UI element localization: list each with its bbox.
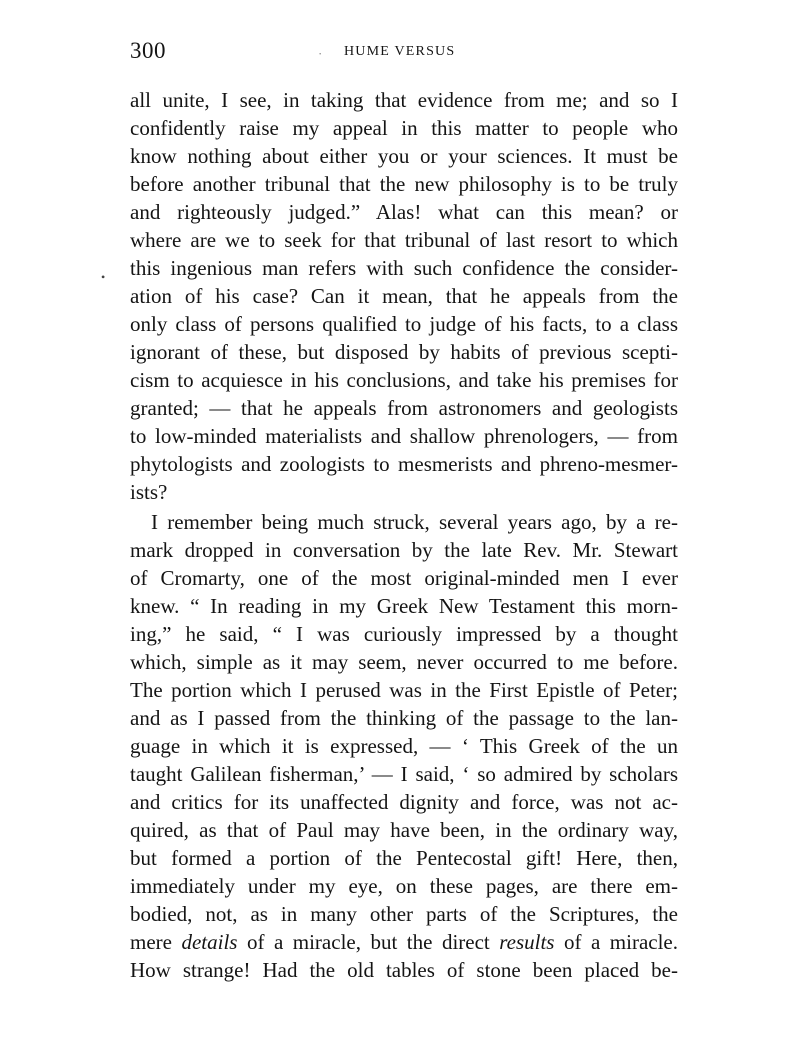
- text-line: quired, as that of Paul may have been, in the ordinary way,: [130, 818, 678, 842]
- text-line: ing,” he said, “ I was curiously impressed by a thought: [130, 622, 678, 646]
- text-line-paragraph-end: ists?: [130, 480, 168, 504]
- text-line: to low-minded materialists and shallow phrenologers, — from: [130, 424, 678, 448]
- margin-mark: •: [101, 270, 106, 284]
- text-line-with-italics: [130, 928, 678, 956]
- header-dot-mark: ·: [318, 46, 323, 61]
- text-line: knew. “ In reading in my Greek New Testament this morn-: [130, 594, 678, 618]
- text-line: which, simple as it may seem, never occurred to me before.: [130, 650, 678, 674]
- text-segment: of a miracle, but the direct: [237, 930, 500, 954]
- running-title: HUME VERSUS: [344, 44, 456, 59]
- text-line: cism to acquiesce in his conclusions, and take his premises for: [130, 368, 678, 392]
- italic-word-results: results: [499, 930, 555, 954]
- text-line: phytologists and zoologists to mesmerists and phreno-mesmer-: [130, 452, 678, 476]
- text-line: before another tribunal that the new philosophy is to be truly: [130, 172, 678, 196]
- text-line: only class of persons qualified to judge of his facts, to a class: [130, 312, 678, 336]
- text-line: The portion which I perused was in the First Epistle of Peter;: [130, 678, 678, 702]
- text-line-paragraph-start: I remember being much struck, several years ago, by a re-: [151, 510, 678, 534]
- text-line: all unite, I see, in taking that evidence from me; and so I: [130, 88, 678, 112]
- text-line: guage in which it is expressed, — ‘ This Greek of the un: [130, 734, 678, 758]
- text-line: but formed a portion of the Pentecostal gift! Here, then,: [130, 846, 678, 870]
- text-line: granted; — that he appeals from astronomers and geologists: [130, 396, 678, 420]
- text-line: mark dropped in conversation by the late Rev. Mr. Stewart: [130, 538, 678, 562]
- text-line: ation of his case? Can it mean, that he appeals from the: [130, 284, 678, 308]
- text-line: How strange! Had the old tables of stone been placed be-: [130, 958, 678, 982]
- italic-word-details: details: [181, 930, 238, 954]
- running-head: [130, 38, 678, 68]
- text-line: and righteously judged.” Alas! what can this mean? or: [130, 200, 678, 224]
- text-segment: mere: [130, 930, 182, 954]
- page-number: 300: [130, 38, 166, 63]
- text-line: of Cromarty, one of the most original-minded men I ever: [130, 566, 678, 590]
- text-line: this ingenious man refers with such confidence the consider-: [130, 256, 678, 280]
- text-line: ignorant of these, but disposed by habits of previous scepti-: [130, 340, 678, 364]
- text-line: and as I passed from the thinking of the passage to the lan-: [130, 706, 678, 730]
- text-line: know nothing about either you or your sciences. It must be: [130, 144, 678, 168]
- text-line: bodied, not, as in many other parts of the Scriptures, the: [130, 902, 678, 926]
- text-segment: of a miracle.: [554, 930, 678, 954]
- text-line: immediately under my eye, on these pages, are there em-: [130, 874, 678, 898]
- text-line: taught Galilean fisherman,’ — I said, ‘ so admired by scholars: [130, 762, 678, 786]
- text-line: and critics for its unaffected dignity and force, was not ac-: [130, 790, 678, 814]
- text-line: confidently raise my appeal in this matter to people who: [130, 116, 678, 140]
- text-line: where are we to seek for that tribunal of last resort to which: [130, 228, 678, 252]
- body-text: [130, 86, 678, 984]
